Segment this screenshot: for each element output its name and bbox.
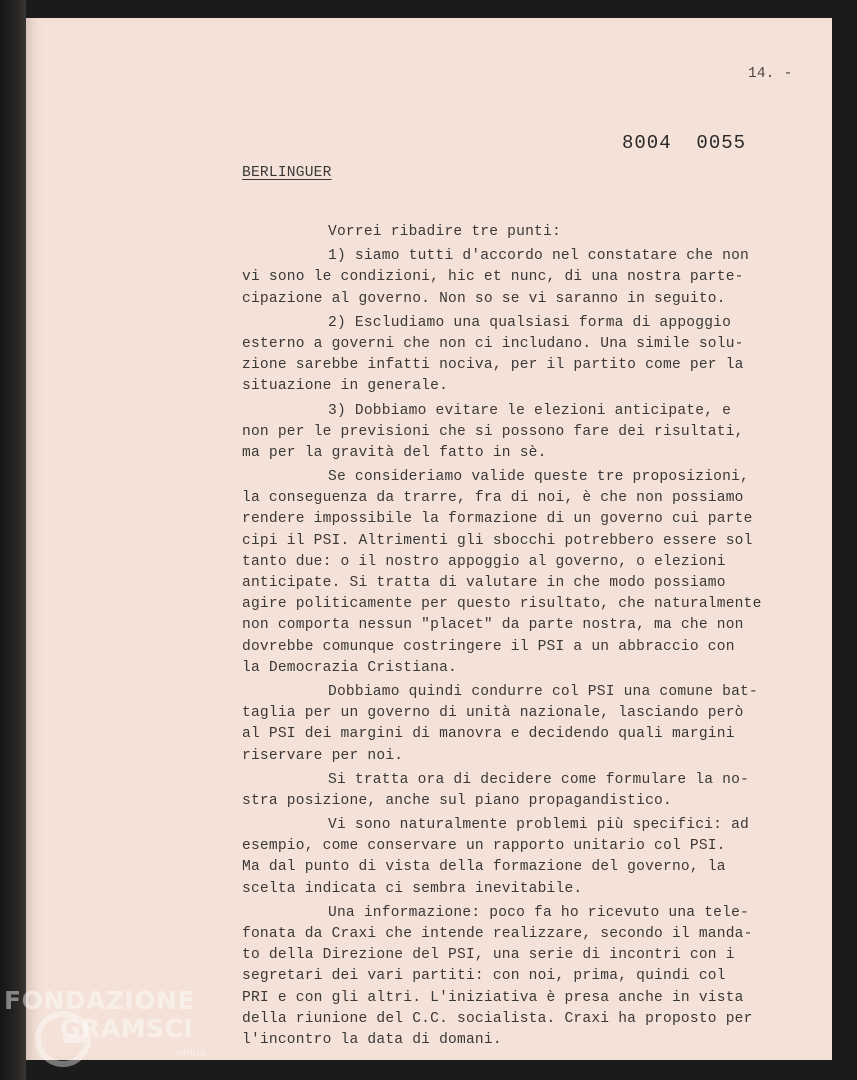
text-line: esterno a governi che non ci includano. Una simile solu- [242,335,744,352]
text-line: Vorrei ribadire tre punti: [328,224,561,240]
text-line: Se consideriamo valide queste tre proposizioni, [328,469,750,486]
text-line: Dobbiamo quindi condurre col PSI una comune bat- [328,683,758,700]
text-line: PRI e con gli altri. L'iniziativa è presa anche in vista [242,989,744,1006]
scan-left-edge [0,0,26,1080]
text-line: non per le previsioni che si possono fare dei risultati, [242,423,744,440]
text-line: stra posizione, anche sul piano propagandistico. [242,792,672,809]
text-line: segretari dei vari partiti: con noi, prima, quindi col [242,968,726,985]
text-line: fonata da Craxi che intende realizzare, secondo il manda- [242,926,753,942]
text-line: tanto due: o il nostro appoggio al governo, o elezioni [242,553,726,570]
text-line: la conseguenza da trarre, fra di noi, è che non possiamo [242,490,744,507]
watermark-gramsci: GRAMSCI [60,1014,194,1043]
watermark-fondazione: FONDAZIONE [4,986,196,1015]
text-line: anticipate. Si tratta di valutare in che modo possiamo [242,575,726,591]
text-line: to della Direzione del PSI, una serie di incontri con i [242,947,735,964]
text-line: vi sono le condizioni, hic et nunc, di una nostra parte- [242,269,744,286]
text-line: zione sarebbe infatti nociva, per il partito come per la [242,357,744,374]
text-line: Si tratta ora di decidere come formulare la no- [328,771,750,788]
text-line: esempio, come conservare un rapporto unitario col PSI. [242,838,726,855]
text-line: non comporta nessun "placet" da parte nostra, ma che non [242,617,744,634]
text-line: scelta indicata ci sembra inevitabile. [242,880,583,897]
page-number: 14. - [748,66,793,82]
document-number: 8004 0055 [622,132,747,154]
speaker-heading: BERLINGUER [242,165,332,181]
text-line: cipi il PSI. Altrimenti gli sbocchi potrebbero essere sol [242,532,753,549]
text-line: situazione in generale. [242,378,449,395]
text-line: dovrebbe comunque costringere il PSI a un abbraccio con [242,638,735,655]
text-line: Vi sono naturalmente problemi più specifici: ad [328,817,750,834]
text-line: al PSI dei margini di manovra e decidendo quali margini [242,726,735,743]
text-line: agire politicamente per questo risultato, che naturalmente [242,596,762,613]
text-line: Ma dal punto di vista della formazione del governo, la [242,859,726,876]
text-line: l'incontro la data di domani. [242,1031,502,1048]
text-line: la Democrazia Cristiana. [242,659,457,676]
text-line: 2) Escludiamo una qualsiasi forma di appoggio [328,314,732,331]
text-line: 1) siamo tutti d'accordo nel constatare che non [328,248,750,265]
text-line: cipazione al governo. Non so se vi saranno in seguito. [242,290,726,307]
text-line: della riunione del C.C. socialista. Craxi ha proposto per [242,1010,753,1027]
scan-right-edge [832,18,857,1060]
text-line: taglia per un governo di unità nazionale, lasciando però [242,705,744,722]
text-line: ma per la gravità del fatto in sè. [242,444,547,461]
watermark-onlus: onlus [176,1046,206,1059]
text-line: Una informazione: poco fa ho ricevuto una tele- [328,904,750,921]
text-line: 3) Dobbiamo evitare le elezioni anticipate, e [328,402,732,419]
text-line: riservare per noi. [242,747,404,764]
body-text [242,222,802,1051]
text-line: rendere impossibile la formazione di un governo cui parte [242,511,753,528]
